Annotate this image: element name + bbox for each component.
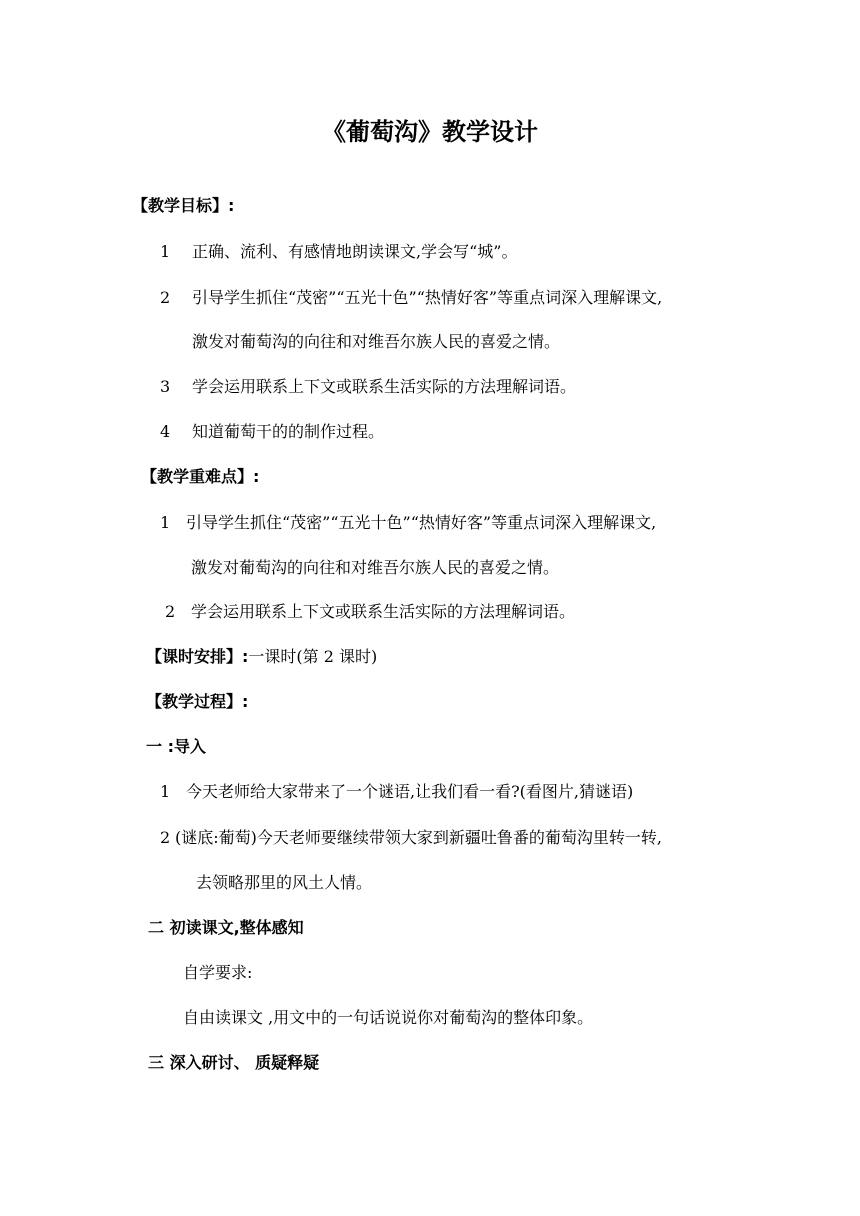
key-point-number: 1 (160, 513, 171, 532)
key-point-text: 引导学生抓住“茂密”“五光十色”“热情好客”等重点词深入理解课文, (186, 513, 657, 532)
key-point-number: 2 (165, 602, 176, 621)
objective-number: 3 (160, 377, 171, 396)
schedule-heading: 【课时安排】: (146, 647, 249, 666)
key-points-heading: 【教学重难点】: (141, 467, 260, 486)
intro-item-text: 今天老师给大家带来了一个谜语,让我们看一看?(看图片,猜谜语) (186, 782, 634, 801)
document-title: 《葡萄沟》教学设计 (322, 118, 538, 146)
objective-number: 4 (160, 422, 171, 441)
objective-text: 学会运用联系上下文或联系生活实际的方法理解词语。 (192, 377, 577, 396)
key-point-text: 学会运用联系上下文或联系生活实际的方法理解词语。 (191, 602, 576, 621)
section-heading-study: 三 深入研讨、 质疑释疑 (148, 1053, 320, 1072)
requirement-label: 自学要求: (183, 963, 253, 982)
objective-text-continued: 激发对葡萄沟的向往和对维吾尔族人民的喜爱之情。 (192, 332, 561, 351)
intro-item-text: (谜底:葡萄)今天老师要继续带领大家到新疆吐鲁番的葡萄沟里转一转, (175, 828, 662, 847)
objective-text: 知道葡萄干的的制作过程。 (192, 422, 385, 441)
intro-item-number: 2 (160, 828, 171, 847)
objectives-heading: 【教学目标】: (132, 196, 235, 215)
schedule-text: 一课时(第 2 课时) (248, 647, 378, 666)
objective-number: 2 (160, 288, 171, 307)
section-heading-reading: 二 初读课文,整体感知 (148, 918, 304, 937)
section-heading-intro: 一 :导入 (146, 737, 206, 756)
objective-text: 引导学生抓住“茂密”“五光十色”“热情好客”等重点词深入理解课文, (192, 288, 663, 307)
requirement-text: 自由读课文 ,用文中的一句话说说你对葡萄沟的整体印象。 (183, 1008, 594, 1027)
objective-number: 1 (160, 242, 171, 261)
intro-item-text-continued: 去领略那里的风土人情。 (196, 873, 373, 892)
intro-item-number: 1 (160, 782, 171, 801)
key-point-text-continued: 激发对葡萄沟的向往和对维吾尔族人民的喜爱之情。 (191, 558, 560, 577)
objective-text: 正确、流利、有感情地朗读课文,学会写“城”。 (192, 242, 518, 261)
process-heading: 【教学过程】: (146, 692, 249, 711)
